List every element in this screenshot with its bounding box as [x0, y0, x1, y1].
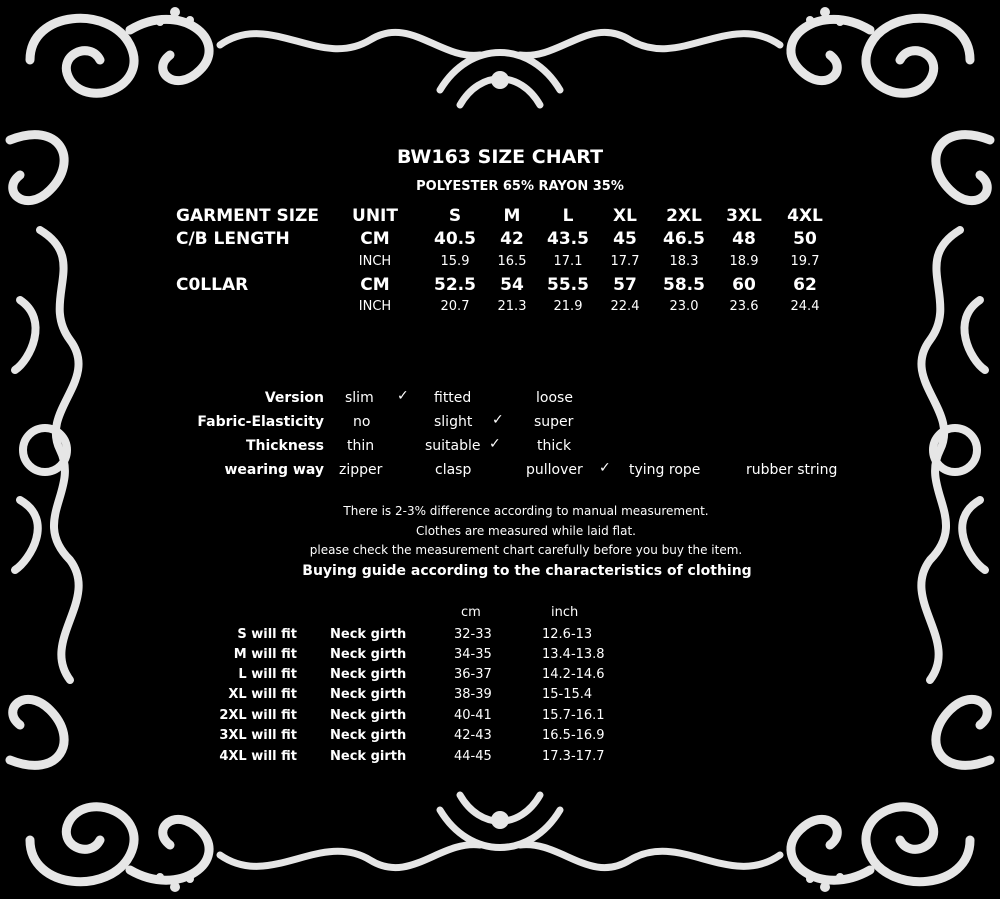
attr-option: slim — [345, 390, 374, 406]
guide-cm: 36-37 — [454, 667, 492, 682]
guide-cm: 44-45 — [454, 749, 492, 764]
note-line: please check the measurement chart carefully before you buy the item. — [309, 543, 743, 557]
guide-fit: 3XL will fit — [219, 728, 297, 743]
size-header: L — [562, 206, 574, 226]
value-cell: 58.5 — [663, 275, 705, 295]
attr-option: thin — [347, 438, 375, 454]
value-cell: 19.7 — [790, 254, 820, 269]
right-border-ornament — [921, 230, 985, 680]
guide-cm: 40-41 — [454, 708, 492, 723]
guide-fit: XL will fit — [228, 687, 297, 702]
value-cell: 17.1 — [553, 254, 583, 269]
corner-scroll-bottom-right — [791, 699, 990, 881]
attr-option: super — [534, 414, 574, 430]
value-cell: 42 — [500, 229, 524, 249]
left-border-ornament — [15, 230, 79, 680]
unit-inch: INCH — [358, 299, 392, 314]
value-cell: 18.3 — [669, 254, 699, 269]
attr-option: pullover — [526, 462, 583, 478]
guide-cm: 42-43 — [454, 728, 492, 743]
size-header: XL — [613, 206, 637, 226]
value-cell: 50 — [793, 229, 817, 249]
value-cell: 21.3 — [497, 299, 527, 314]
attr-option: rubber string — [746, 462, 838, 478]
garment-size-header: GARMENT SIZE — [176, 206, 319, 226]
guide-fit: L will fit — [238, 667, 297, 682]
guide-fit: 4XL will fit — [219, 749, 297, 764]
bottom-border-ornament — [220, 795, 780, 868]
guide-col-cm: cm — [461, 605, 481, 620]
guide-col-inch: inch — [551, 605, 579, 620]
check-mark-icon: ✓ — [397, 388, 409, 404]
guide-measure: Neck girth — [330, 627, 407, 642]
value-cell: 22.4 — [610, 299, 640, 314]
guide-inch: 14.2-14.6 — [542, 667, 605, 682]
guide-measure: Neck girth — [330, 708, 407, 723]
value-cell: 57 — [613, 275, 637, 295]
guide-inch: 15-15.4 — [542, 687, 593, 702]
value-cell: 23.6 — [729, 299, 759, 314]
top-border-ornament — [220, 32, 780, 105]
page-title: BW163 SIZE CHART — [396, 146, 604, 168]
value-cell: 20.7 — [440, 299, 470, 314]
value-cell: 18.9 — [729, 254, 759, 269]
unit-cm: CM — [360, 275, 390, 295]
value-cell: 52.5 — [434, 275, 476, 295]
unit-header: UNIT — [352, 206, 398, 226]
guide-inch: 13.4-13.8 — [542, 647, 605, 662]
guide-fit: M will fit — [233, 647, 297, 662]
value-cell: 48 — [732, 229, 756, 249]
attr-option: clasp — [435, 462, 472, 478]
value-cell: 46.5 — [663, 229, 705, 249]
guide-inch: 17.3-17.7 — [542, 749, 605, 764]
attr-option: thick — [537, 438, 572, 454]
attr-option: loose — [536, 390, 573, 406]
size-header: 3XL — [726, 206, 762, 226]
guide-fit: 2XL will fit — [219, 708, 297, 723]
value-cell: 45 — [613, 229, 637, 249]
attr-option: slight — [434, 414, 473, 430]
value-cell: 21.9 — [553, 299, 583, 314]
check-mark-icon: ✓ — [489, 436, 501, 452]
value-cell: 40.5 — [434, 229, 476, 249]
value-cell: 17.7 — [610, 254, 640, 269]
corner-scroll-top-left — [10, 18, 209, 200]
value-cell: 23.0 — [669, 299, 699, 314]
value-cell: 54 — [500, 275, 524, 295]
size-header: 2XL — [666, 206, 702, 226]
buying-guide-title: Buying guide according to the characteristics of clothing — [302, 563, 752, 579]
value-cell: 15.9 — [440, 254, 470, 269]
value-cell: 62 — [793, 275, 817, 295]
guide-fit: S will fit — [237, 627, 297, 642]
value-cell: 60 — [732, 275, 756, 295]
material-subtitle: POLYESTER 65% RAYON 35% — [416, 179, 624, 194]
value-cell: 55.5 — [547, 275, 589, 295]
guide-measure: Neck girth — [330, 728, 407, 743]
note-line: Clothes are measured while laid flat. — [416, 524, 636, 538]
attr-option: suitable — [425, 438, 481, 454]
attr-label-thickness: Thickness — [245, 438, 324, 454]
corner-scroll-bottom-left — [10, 699, 209, 881]
corner-scroll-top-right — [791, 18, 990, 200]
attr-option: zipper — [339, 462, 383, 478]
guide-cm: 38-39 — [454, 687, 492, 702]
guide-inch: 15.7-16.1 — [542, 708, 605, 723]
check-mark-icon: ✓ — [599, 460, 611, 476]
size-header: 4XL — [787, 206, 823, 226]
note-line: There is 2-3% difference according to manual measurement. — [343, 504, 709, 518]
unit-inch: INCH — [358, 254, 392, 269]
attr-label-fabric-elasticity: Fabric-Elasticity — [197, 414, 324, 430]
row-label-collar: C0LLAR — [176, 275, 249, 295]
guide-cm: 34-35 — [454, 647, 492, 662]
value-cell: 16.5 — [497, 254, 527, 269]
attr-option: no — [353, 414, 371, 430]
guide-inch: 16.5-16.9 — [542, 728, 605, 743]
guide-measure: Neck girth — [330, 749, 407, 764]
row-label-cb-length: C/B LENGTH — [176, 229, 290, 249]
value-cell: 43.5 — [547, 229, 589, 249]
size-header: M — [503, 206, 521, 226]
attr-label-version: Version — [264, 390, 324, 406]
attr-label-wearing-way: wearing way — [224, 462, 324, 478]
value-cell: 24.4 — [790, 299, 820, 314]
check-mark-icon: ✓ — [492, 412, 504, 428]
guide-inch: 12.6-13 — [542, 627, 593, 642]
attr-option: tying rope — [629, 462, 701, 478]
guide-measure: Neck girth — [330, 647, 407, 662]
size-header: S — [448, 206, 462, 226]
guide-cm: 32-33 — [454, 627, 492, 642]
unit-cm: CM — [360, 229, 390, 249]
attr-option: fitted — [434, 390, 472, 406]
guide-measure: Neck girth — [330, 687, 407, 702]
guide-measure: Neck girth — [330, 667, 407, 682]
